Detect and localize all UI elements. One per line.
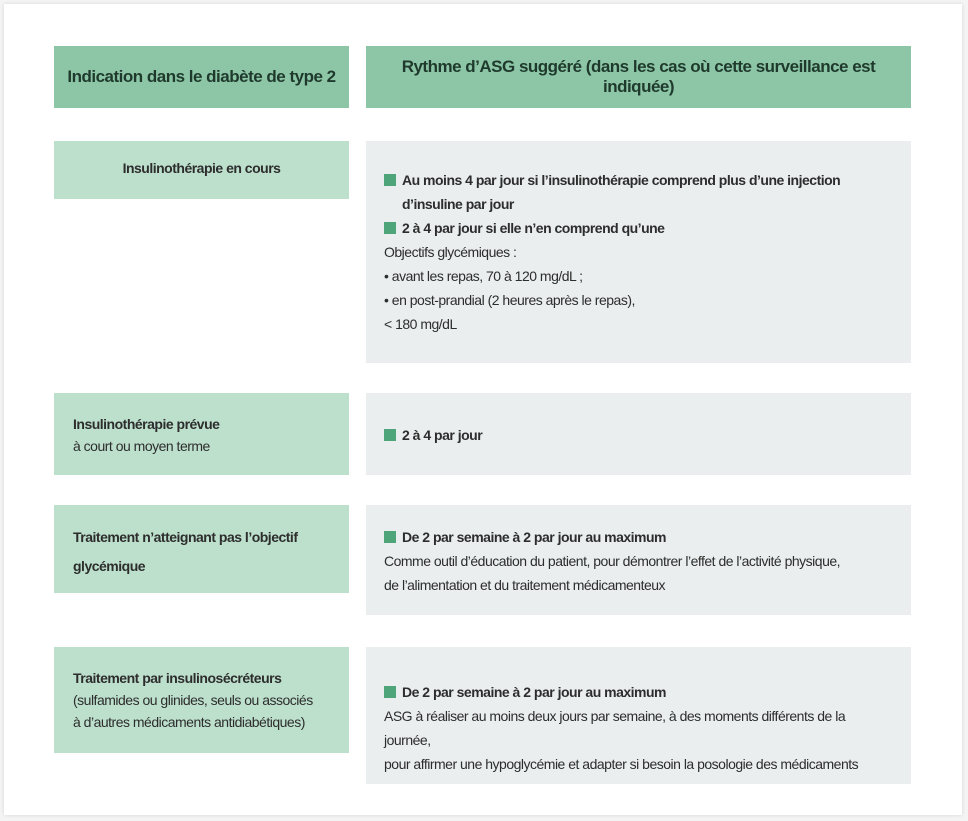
bullet-square-icon	[384, 531, 396, 543]
row3-note-2: de l’alimentation et du traitement médicamenteux	[384, 577, 666, 593]
bullet-square-icon	[384, 222, 396, 234]
row3-bullet-text: De 2 par semaine à 2 par jour au maximum	[402, 529, 667, 545]
page	[4, 4, 962, 815]
row2-indication-regular: à court ou moyen terme	[73, 438, 210, 454]
bullet-square-icon	[384, 174, 396, 186]
row3-indication-cell	[54, 505, 349, 593]
row1-indication-cell	[54, 141, 349, 199]
row4-rythme-cell	[366, 647, 911, 784]
row4-indication-regular-1: (sulfamides ou glinides, seuls ou associés	[73, 692, 313, 708]
row1-note-1: Objectifs glycémiques :	[384, 244, 517, 260]
row1-note-3: • en post-prandial (2 heures après le repas),	[384, 292, 635, 308]
row2-bullet-text: 2 à 4 par jour	[402, 427, 483, 443]
row1-bullet-2	[384, 216, 891, 240]
row1-bullet-1	[384, 168, 891, 216]
bullet-square-icon	[384, 686, 396, 698]
row3-bullet	[384, 525, 891, 549]
row2-indication-cell	[54, 393, 349, 475]
row2-rythme-cell	[366, 393, 911, 475]
row4-note-1: ASG à réaliser au moins deux jours par semaine, à des moments différents de la journée,	[384, 708, 846, 748]
row3-indication-line2: glycémique	[73, 558, 146, 574]
row4-note-2: pour affirmer une hypoglycémie et adapter si besoin la posologie des médicaments	[384, 756, 859, 772]
row1-note-2: • avant les repas, 70 à 120 mg/dL ;	[384, 268, 583, 284]
row4-bullet	[384, 680, 891, 704]
row4-indication-bold: Traitement par insulinosécréteurs	[73, 670, 282, 686]
row1-bullet-2-text: 2 à 4 par jour si elle n’en comprend qu’une	[402, 220, 665, 236]
row2-indication-bold: Insulinothérapie prévue	[73, 416, 220, 432]
header-rythme-text: Rythme d’ASG suggéré (dans les cas où cette surveillance est indiquée)	[401, 57, 876, 96]
row1-indication: Insulinothérapie en cours	[122, 160, 281, 176]
row1-rythme-cell	[366, 141, 911, 363]
row3-note-1: Comme outil d’éducation du patient, pour démontrer l’effet de l’activité physique,	[384, 553, 841, 569]
row4-bullet-text: De 2 par semaine à 2 par jour au maximum	[402, 684, 667, 700]
row4-indication-cell	[54, 647, 349, 753]
bullet-square-icon	[384, 429, 396, 441]
header-indication-text: Indication dans le diabète de type 2	[67, 67, 336, 86]
row2-bullet	[384, 423, 891, 447]
row1-note-4: < 180 mg/dL	[384, 316, 457, 332]
row3-rythme-cell	[366, 505, 911, 615]
row3-indication-line1: Traitement n’atteignant pas l’objectif	[73, 529, 298, 545]
row4-indication-regular-2: à d’autres médicaments antidiabétiques)	[73, 714, 305, 730]
header-rythme	[366, 46, 911, 108]
row1-bullet-1-text: Au moins 4 par jour si l’insulinothérapie comprend plus d’une injection d’insuline par jour	[402, 172, 841, 212]
header-indication	[54, 46, 349, 108]
